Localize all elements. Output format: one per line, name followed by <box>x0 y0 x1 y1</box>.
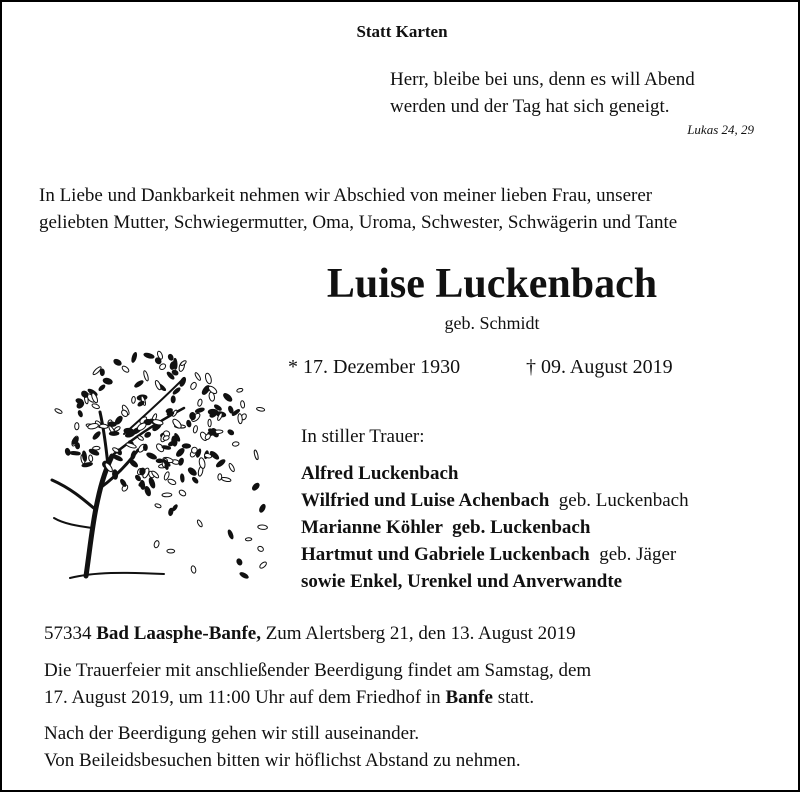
leaf <box>75 442 80 449</box>
leaf <box>245 538 252 541</box>
leaf <box>236 558 243 566</box>
leaf <box>113 358 122 366</box>
leaf <box>119 479 127 488</box>
leaf <box>232 441 239 446</box>
leaf <box>125 442 136 449</box>
windswept-tree-icon <box>34 338 269 583</box>
bible-verse <box>390 66 695 120</box>
leaf <box>189 412 195 420</box>
leaf <box>99 424 108 429</box>
leaf <box>236 388 243 393</box>
leaf <box>91 403 100 410</box>
leaf <box>221 477 231 483</box>
leaf <box>92 431 101 441</box>
mourner-name: Alfred Luckenbach <box>301 463 459 484</box>
leaf <box>204 373 212 385</box>
leaf <box>182 444 191 448</box>
mourner-name: Marianne Köhler geb. Luckenbach <box>301 517 591 538</box>
leaf <box>240 400 245 408</box>
address-rest: Zum Alertsberg 21, den 13. August 2019 <box>265 623 576 644</box>
leaf <box>143 352 154 359</box>
leaf <box>215 459 226 469</box>
leaf <box>88 455 93 462</box>
intro-text <box>39 182 677 236</box>
leaf <box>121 365 130 373</box>
leaf <box>227 429 234 436</box>
leaf <box>137 400 145 407</box>
leaf <box>103 377 113 385</box>
leaf <box>154 503 161 508</box>
leaf <box>208 409 218 415</box>
leaf <box>197 399 203 407</box>
leaf <box>256 407 265 412</box>
maiden-name: geb. Schmidt <box>444 313 540 333</box>
town: Bad Laasphe-Banfe, <box>96 623 261 644</box>
leaf <box>70 451 80 455</box>
service-line-1: Die Trauerfeier mit anschließender Beerdigung findet am Samstag, dem <box>44 660 592 681</box>
leaf <box>179 377 187 387</box>
leaf <box>239 572 249 580</box>
leaf <box>109 431 119 435</box>
mourner-suffix: geb. Luckenbach <box>558 490 689 511</box>
leaf <box>135 474 142 481</box>
leaf <box>180 474 184 483</box>
intro-line-2: geliebten Mutter, Schwiegermutter, Oma, Uroma, Schwester, Schwägerin und Tante <box>39 212 678 233</box>
leaf <box>75 423 79 430</box>
leaf <box>193 425 198 433</box>
mourner-row <box>301 568 689 595</box>
leaf <box>129 459 139 469</box>
mourner-name: Hartmut und Gabriele Luckenbach <box>301 544 590 565</box>
leaf <box>173 358 177 369</box>
verse-line-2: werden und der Tag hat sich geneigt. <box>390 96 670 117</box>
mourner-list <box>301 460 689 595</box>
leaf <box>130 450 136 460</box>
service-line-2-end: statt. <box>497 687 535 708</box>
verse-reference: Lukas 24, 29 <box>687 122 754 137</box>
leaf <box>228 463 235 473</box>
leaf <box>187 467 198 477</box>
verse-line-1: Herr, bleibe bei uns, denn es will Abend <box>390 69 695 90</box>
leaf <box>175 447 185 457</box>
death-date: † 09. August 2019 <box>526 356 673 378</box>
leaf <box>218 474 222 481</box>
leaf <box>156 459 163 463</box>
mourner-name: Wilfried und Luise Achenbach <box>301 490 550 511</box>
leaf <box>258 525 268 530</box>
leaf <box>180 360 187 367</box>
postal-code: 57334 <box>44 623 92 644</box>
leaf <box>112 447 120 454</box>
leaf <box>195 407 205 413</box>
mourner-row <box>301 487 689 514</box>
leaf <box>208 419 211 427</box>
leaf <box>137 435 144 441</box>
leaf <box>114 415 123 425</box>
leaf <box>258 504 266 513</box>
intro-line-1: In Liebe und Dankbarkeit nehmen wir Abschied von meiner lieben Frau, unserer <box>39 185 653 206</box>
leaf <box>77 410 83 417</box>
leaf <box>171 396 175 403</box>
service-info <box>44 657 591 711</box>
leaf <box>171 418 182 430</box>
leaf <box>131 352 138 363</box>
leaf <box>167 478 176 485</box>
leaf <box>144 486 152 497</box>
leaf <box>196 519 203 527</box>
closing-line-2: Von Beileidsbesuchen bitten wir höflichst Abstand zu nehmen. <box>44 750 521 771</box>
leaf <box>143 444 147 450</box>
leaf <box>194 372 201 381</box>
leaf <box>112 470 118 480</box>
leaf <box>54 408 63 414</box>
leaf <box>134 380 144 389</box>
mourning-heading: In stiller Trauer: <box>301 426 425 447</box>
mourner-row <box>301 460 689 487</box>
leaf <box>178 458 184 466</box>
service-line-2 <box>44 684 591 711</box>
mourner-row <box>301 541 689 568</box>
leaf <box>190 565 196 573</box>
service-line-2-start: 17. August 2019, um 11:00 Uhr auf dem Friedhof in <box>44 687 441 708</box>
leaf <box>143 370 149 381</box>
leaf <box>186 420 191 427</box>
leaf <box>259 561 268 569</box>
leaf <box>227 529 234 539</box>
deceased-name: Luise Luckenbach <box>326 261 658 307</box>
closing-text <box>44 720 521 774</box>
header-text: Statt Karten <box>356 22 448 41</box>
leaf <box>253 450 258 460</box>
leaf <box>148 477 156 489</box>
leaf <box>153 540 160 548</box>
leaf <box>65 448 71 456</box>
mourner-suffix: geb. Jäger <box>599 544 677 565</box>
leaf <box>178 489 187 497</box>
leaf <box>75 398 83 404</box>
leaf <box>162 493 172 497</box>
leaf <box>100 369 104 376</box>
leaf <box>251 482 260 491</box>
address-line <box>44 623 576 645</box>
leaf <box>191 476 198 484</box>
leaf <box>190 381 198 390</box>
leaf <box>167 549 175 553</box>
leaf <box>146 452 157 461</box>
leaf <box>222 392 233 402</box>
mourner-name: sowie Enkel, Urenkel und Anverwandte <box>301 571 623 592</box>
service-place: Banfe <box>445 687 493 708</box>
birth-date: * 17. Dezember 1930 <box>288 356 461 378</box>
closing-line-1: Nach der Beerdigung gehen wir still auseinander. <box>44 723 420 744</box>
leaf <box>154 380 162 391</box>
leaf <box>167 354 173 361</box>
mourner-row <box>301 514 689 541</box>
leaf <box>257 545 265 552</box>
leaf <box>238 414 243 424</box>
leaf <box>112 454 123 462</box>
leaf <box>168 508 173 516</box>
leaf <box>98 384 106 391</box>
leaf <box>114 426 121 432</box>
leaf <box>131 396 135 403</box>
